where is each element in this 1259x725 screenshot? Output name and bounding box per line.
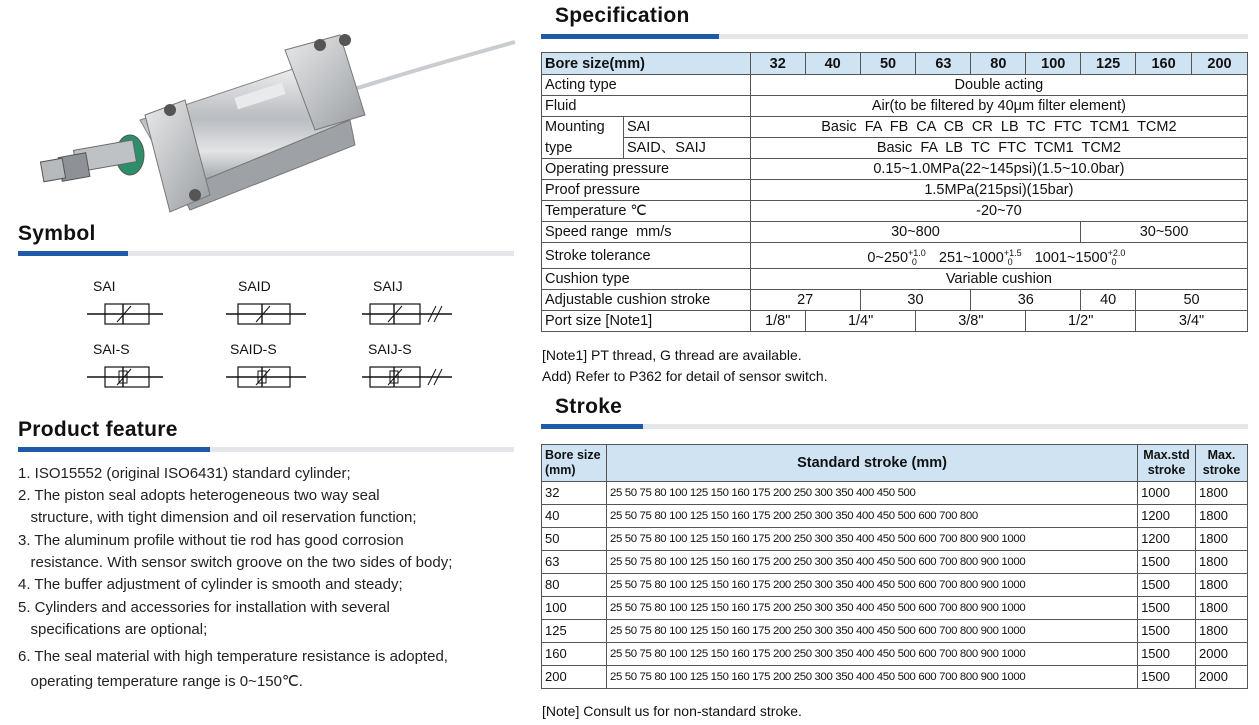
header-text: Max. bbox=[1207, 448, 1236, 462]
bore-col: 40 bbox=[805, 53, 860, 75]
tolerance-upper: +1.0 bbox=[908, 248, 926, 258]
row-bore: 50 bbox=[542, 528, 607, 551]
row-maxstd: 1200 bbox=[1138, 505, 1196, 528]
tolerance-range: 0~250 bbox=[867, 250, 909, 266]
bore-col: 100 bbox=[1026, 53, 1081, 75]
row-max: 2000 bbox=[1196, 643, 1248, 666]
spec-value: 1/2" bbox=[1026, 311, 1136, 332]
stroke-header-row bbox=[542, 445, 1248, 482]
spec-row-temperature bbox=[542, 201, 1248, 222]
row-strokes: 25 50 75 80 100 125 150 160 175 200 250 300 350 400 450 500 600 700 800 900 1000 bbox=[606, 597, 1137, 620]
spec-value: 1/4" bbox=[805, 311, 916, 332]
row-maxstd: 1500 bbox=[1138, 643, 1196, 666]
row-max: 1800 bbox=[1196, 574, 1248, 597]
sai-symbol-icon bbox=[85, 296, 165, 332]
stroke-title: Stroke bbox=[555, 395, 623, 418]
bore-col: 80 bbox=[971, 53, 1026, 75]
feature-line: 2. The piston seal adopts heterogeneous two way seal bbox=[18, 487, 380, 504]
spec-value: 1.5MPa(215psi)(15bar) bbox=[750, 180, 1247, 201]
said-s-symbol-icon bbox=[226, 359, 306, 395]
stroke-header-maxstd bbox=[1138, 445, 1196, 482]
spec-row-cushion-type bbox=[542, 269, 1248, 290]
table-row bbox=[542, 620, 1248, 643]
cylinder-product-image bbox=[20, 20, 520, 220]
row-maxstd: 1000 bbox=[1138, 482, 1196, 505]
spec-label: Port size [Note1] bbox=[542, 311, 751, 332]
symbol-label-sai-s: SAI-S bbox=[93, 341, 130, 357]
spec-value: 30~500 bbox=[1081, 222, 1248, 243]
header-text: stroke bbox=[1202, 463, 1241, 477]
feature-line: 3. The aluminum profile without tie rod has good corrosion bbox=[18, 532, 404, 549]
tolerance-range: 251~1000 bbox=[938, 250, 1004, 266]
row-maxstd: 1200 bbox=[1138, 528, 1196, 551]
symbol-label-said: SAID bbox=[238, 278, 271, 294]
specification-title: Specification bbox=[555, 4, 690, 27]
row-bore: 125 bbox=[542, 620, 607, 643]
add-note: Add) Refer to P362 for detail of sensor switch. bbox=[542, 368, 828, 384]
symbol-label-said-s: SAID-S bbox=[230, 341, 277, 357]
spec-row-acting-type bbox=[542, 75, 1248, 96]
feature-line: 5. Cylinders and accessories for installation with several bbox=[18, 599, 390, 616]
bore-col: 63 bbox=[916, 53, 971, 75]
spec-label: Adjustable cushion stroke bbox=[542, 290, 751, 311]
stroke-header-bore bbox=[542, 445, 607, 482]
row-maxstd: 1500 bbox=[1138, 666, 1196, 689]
symbol-label-saij: SAIJ bbox=[373, 278, 403, 294]
spec-value: 30 bbox=[860, 290, 971, 311]
bore-size-label: Bore size(mm) bbox=[542, 53, 751, 75]
table-row bbox=[542, 643, 1248, 666]
row-maxstd: 1500 bbox=[1138, 551, 1196, 574]
row-max: 1800 bbox=[1196, 528, 1248, 551]
tolerance-lower: 0 bbox=[1111, 257, 1117, 267]
spec-value: Air(to be filtered by 40μm filter element) bbox=[750, 96, 1247, 117]
spec-label: Mounting bbox=[542, 117, 624, 138]
spec-value: 0.15~1.0MPa(22~145psi)(1.5~10.0bar) bbox=[750, 159, 1247, 180]
spec-value: 50 bbox=[1136, 290, 1248, 311]
bore-col: 32 bbox=[750, 53, 805, 75]
row-max: 1800 bbox=[1196, 597, 1248, 620]
spec-label: Fluid bbox=[542, 96, 751, 117]
spec-row-mounting-said bbox=[542, 138, 1248, 159]
feature-line: structure, with tight dimension and oil reservation function; bbox=[18, 509, 417, 526]
spec-row-mounting-sai bbox=[542, 117, 1248, 138]
row-max: 1800 bbox=[1196, 551, 1248, 574]
spec-value bbox=[750, 243, 1247, 269]
spec-label: Temperature ℃ bbox=[542, 201, 751, 222]
row-strokes: 25 50 75 80 100 125 150 160 175 200 250 300 350 400 450 500 600 700 800 900 1000 bbox=[606, 666, 1137, 689]
table-row bbox=[542, 574, 1248, 597]
bore-col: 200 bbox=[1192, 53, 1248, 75]
symbol-title: Symbol bbox=[18, 222, 96, 245]
product-feature-underline bbox=[18, 447, 514, 452]
row-strokes: 25 50 75 80 100 125 150 160 175 200 250 300 350 400 450 500 600 700 800 900 1000 bbox=[606, 551, 1137, 574]
row-bore: 100 bbox=[542, 597, 607, 620]
stroke-underline bbox=[541, 424, 1248, 429]
spec-label: Operating pressure bbox=[542, 159, 751, 180]
header-text: stroke bbox=[1147, 463, 1186, 477]
sai-s-symbol-icon bbox=[85, 359, 165, 395]
row-maxstd: 1500 bbox=[1138, 597, 1196, 620]
spec-row-adjustable-cushion bbox=[542, 290, 1248, 311]
spec-header-row bbox=[542, 53, 1248, 75]
saij-symbol-icon bbox=[362, 296, 457, 332]
feature-line: 1. ISO15552 (original ISO6431) standard cylinder; bbox=[18, 465, 351, 482]
header-text: Bore size bbox=[545, 448, 601, 462]
spec-sublabel: SAI bbox=[623, 117, 750, 138]
row-strokes: 25 50 75 80 100 125 150 160 175 200 250 300 350 400 450 500 bbox=[606, 482, 1137, 505]
row-maxstd: 1500 bbox=[1138, 620, 1196, 643]
bore-col: 50 bbox=[860, 53, 916, 75]
row-strokes: 25 50 75 80 100 125 150 160 175 200 250 300 350 400 450 500 600 700 800 900 1000 bbox=[606, 643, 1137, 666]
spec-row-port-size bbox=[542, 311, 1248, 332]
table-row bbox=[542, 482, 1248, 505]
row-bore: 32 bbox=[542, 482, 607, 505]
spec-label: Speed range mm/s bbox=[542, 222, 751, 243]
product-feature-title: Product feature bbox=[18, 418, 178, 441]
spec-label: Proof pressure bbox=[542, 180, 751, 201]
spec-label: Acting type bbox=[542, 75, 751, 96]
tolerance-lower: 0 bbox=[1007, 257, 1013, 267]
spec-value: 27 bbox=[750, 290, 860, 311]
feature-line: operating temperature range is 0~150℃. bbox=[18, 673, 303, 690]
spec-value: 40 bbox=[1081, 290, 1136, 311]
feature-line: resistance. With sensor switch groove on the two sides of body; bbox=[18, 554, 453, 571]
spec-label: Stroke tolerance bbox=[542, 243, 751, 269]
specification-underline bbox=[541, 34, 1248, 39]
row-max: 2000 bbox=[1196, 666, 1248, 689]
saij-s-symbol-icon bbox=[362, 359, 457, 395]
spec-row-speed-range bbox=[542, 222, 1248, 243]
row-maxstd: 1500 bbox=[1138, 574, 1196, 597]
symbol-label-sai: SAI bbox=[93, 278, 116, 294]
stroke-header-standard: Standard stroke (mm) bbox=[606, 445, 1137, 482]
spec-row-proof-pressure bbox=[542, 180, 1248, 201]
bore-col: 125 bbox=[1081, 53, 1136, 75]
spec-value: -20~70 bbox=[750, 201, 1247, 222]
header-text: (mm) bbox=[545, 463, 576, 477]
spec-value: Basic FA FB CA CB CR LB TC FTC TCM1 TCM2 bbox=[750, 117, 1247, 138]
stroke-table bbox=[541, 444, 1248, 689]
feature-line: specifications are optional; bbox=[18, 621, 208, 638]
table-row bbox=[542, 597, 1248, 620]
spec-row-stroke-tolerance bbox=[542, 243, 1248, 269]
spec-value: 1/8" bbox=[750, 311, 805, 332]
tolerance-upper: +2.0 bbox=[1107, 248, 1126, 258]
spec-value: Basic FA LB TC FTC TCM1 TCM2 bbox=[750, 138, 1247, 159]
spec-value: 3/8" bbox=[916, 311, 1026, 332]
header-text: Max.std bbox=[1143, 448, 1190, 462]
row-strokes: 25 50 75 80 100 125 150 160 175 200 250 300 350 400 450 500 600 700 800 900 1000 bbox=[606, 574, 1137, 597]
bore-col: 160 bbox=[1136, 53, 1192, 75]
spec-row-operating-pressure bbox=[542, 159, 1248, 180]
row-strokes: 25 50 75 80 100 125 150 160 175 200 250 300 350 400 450 500 600 700 800 900 1000 bbox=[606, 620, 1137, 643]
spec-value: Double acting bbox=[750, 75, 1247, 96]
spec-value: 30~800 bbox=[750, 222, 1080, 243]
row-bore: 200 bbox=[542, 666, 607, 689]
feature-line: 6. The seal material with high temperature resistance is adopted, bbox=[18, 648, 448, 665]
row-strokes: 25 50 75 80 100 125 150 160 175 200 250 300 350 400 450 500 600 700 800 900 1000 bbox=[606, 528, 1137, 551]
table-row bbox=[542, 505, 1248, 528]
table-row bbox=[542, 528, 1248, 551]
row-max: 1800 bbox=[1196, 482, 1248, 505]
symbol-label-saij-s: SAIJ-S bbox=[368, 341, 412, 357]
spec-label: type bbox=[542, 138, 624, 159]
row-strokes: 25 50 75 80 100 125 150 160 175 200 250 300 350 400 450 500 600 700 800 bbox=[606, 505, 1137, 528]
row-max: 1800 bbox=[1196, 505, 1248, 528]
table-row bbox=[542, 551, 1248, 574]
row-bore: 40 bbox=[542, 505, 607, 528]
table-row bbox=[542, 666, 1248, 689]
stroke-note: [Note] Consult us for non-standard stroke. bbox=[542, 703, 802, 719]
said-symbol-icon bbox=[226, 296, 306, 332]
spec-row-fluid bbox=[542, 96, 1248, 117]
spec-value: Variable cushion bbox=[750, 269, 1247, 290]
stroke-header-max bbox=[1196, 445, 1248, 482]
tolerance-lower: 0 bbox=[911, 257, 917, 267]
feature-line: 4. The buffer adjustment of cylinder is smooth and steady; bbox=[18, 576, 403, 593]
tolerance-range: 1001~1500 bbox=[1034, 250, 1108, 266]
tolerance-upper: +1.5 bbox=[1003, 248, 1022, 258]
spec-label: Cushion type bbox=[542, 269, 751, 290]
note1: [Note1] PT thread, G thread are available. bbox=[542, 347, 802, 363]
spec-sublabel: SAID、SAIJ bbox=[623, 138, 750, 159]
row-bore: 80 bbox=[542, 574, 607, 597]
spec-value: 3/4" bbox=[1136, 311, 1248, 332]
symbol-underline bbox=[18, 251, 514, 256]
row-max: 1800 bbox=[1196, 620, 1248, 643]
row-bore: 160 bbox=[542, 643, 607, 666]
spec-value: 36 bbox=[971, 290, 1081, 311]
row-bore: 63 bbox=[542, 551, 607, 574]
specification-table bbox=[541, 52, 1248, 332]
